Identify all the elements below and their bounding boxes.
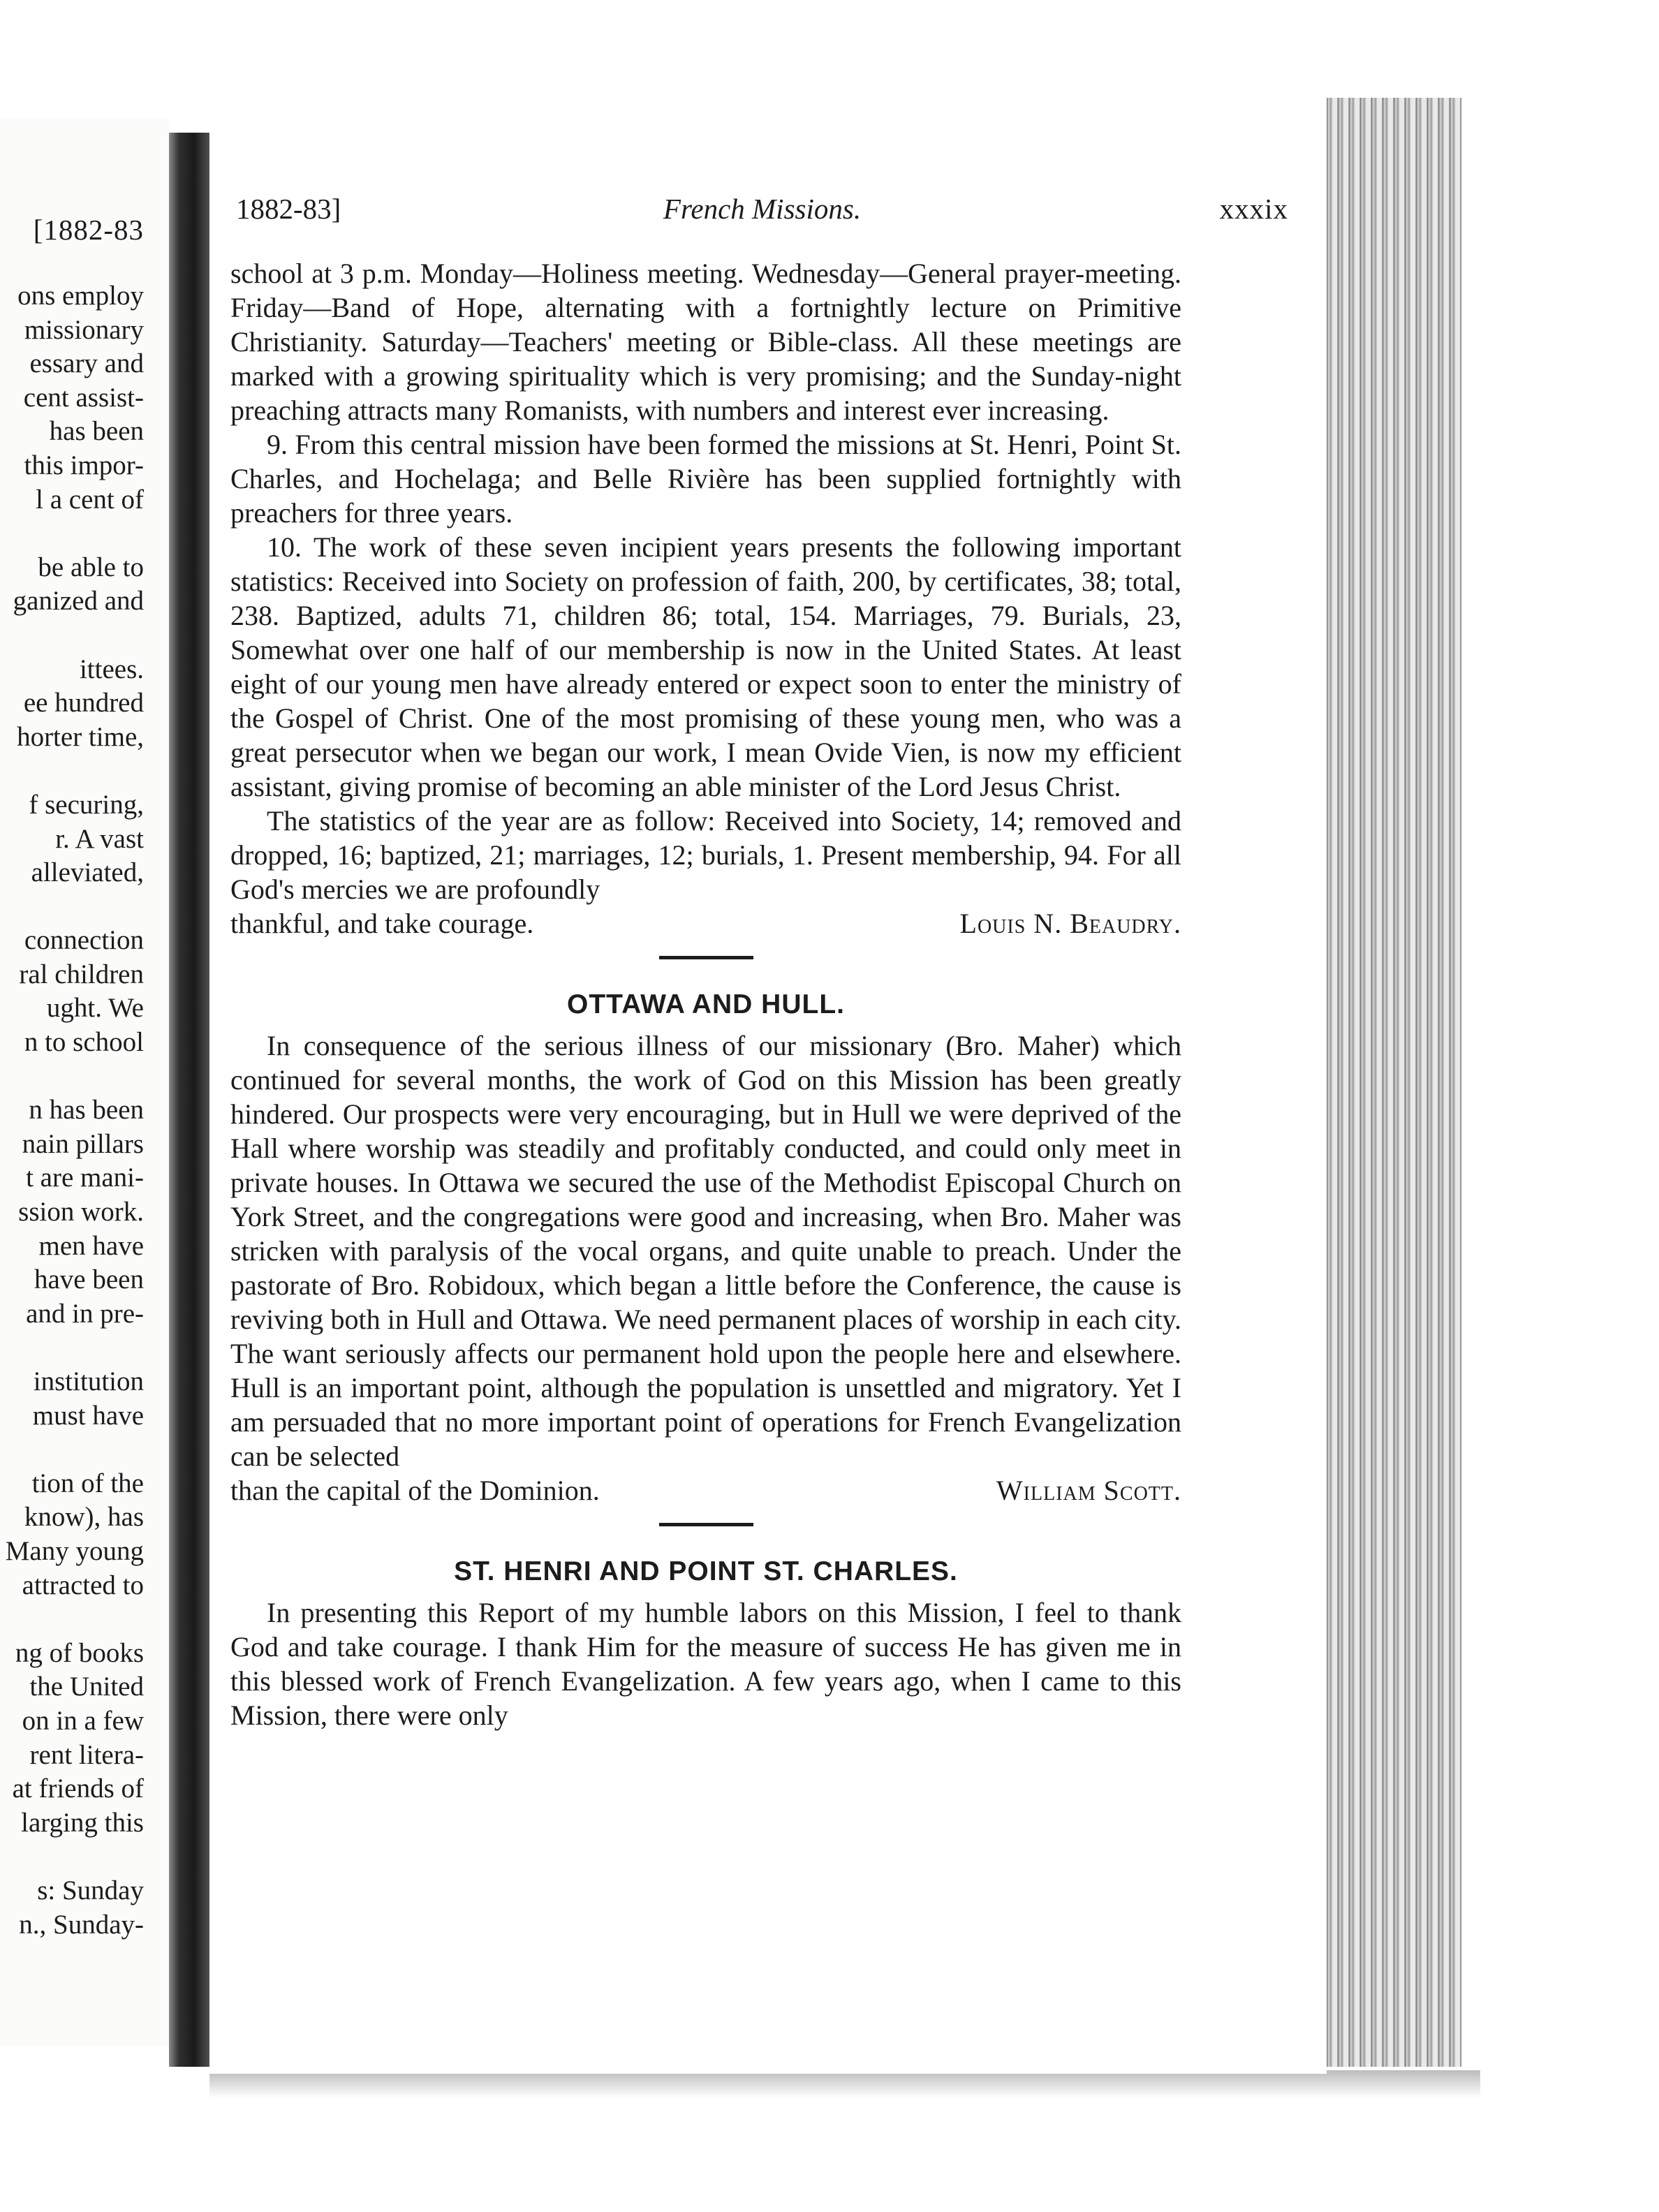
left-page-line: be able to bbox=[38, 552, 144, 582]
left-page-line: n to school bbox=[24, 1027, 144, 1058]
left-page-line: ssion work. bbox=[18, 1197, 144, 1227]
left-page-line: ral children bbox=[19, 959, 144, 989]
paragraph-9: 9. From this central mission have been formed the missions at St. Henri, Point St. Charles, and Hochelaga; and Belle Rivière has been supplied fortnightly with preachers for three years. bbox=[230, 429, 1181, 529]
left-page-line: f securing, bbox=[29, 789, 144, 820]
left-page-line: ganized and bbox=[13, 586, 144, 617]
heading-ottawa-and-hull: OTTAWA AND HULL. bbox=[566, 989, 845, 1019]
left-page-line: have been bbox=[34, 1264, 144, 1295]
signature-line-scott bbox=[230, 1473, 1181, 1507]
left-page-line bbox=[0, 517, 144, 551]
left-page-line: n., Sunday- bbox=[19, 1909, 144, 1940]
left-page-fragment bbox=[0, 119, 169, 2046]
left-page-text bbox=[0, 279, 144, 1942]
left-page-line bbox=[0, 619, 144, 653]
left-page-line bbox=[0, 1433, 144, 1467]
left-page-line bbox=[0, 1840, 144, 1874]
signature-beaudry: Louis N. Beaudry. bbox=[959, 908, 1181, 939]
page-number: xxxix bbox=[1219, 193, 1288, 225]
left-page-line: connection bbox=[24, 925, 144, 956]
left-page-line: this impor- bbox=[24, 450, 144, 480]
running-head-title: French Missions. bbox=[663, 193, 862, 225]
left-page-line: t are mani- bbox=[26, 1163, 144, 1193]
left-page-line: n has been bbox=[29, 1095, 144, 1126]
paragraph-ottawa-and-hull: In consequence of the serious illness of our missionary (Bro. Maher) which continued for several months, the work of God on this Mission has been greatly hindered. Our prospects were very encouraging, but in Hull we were deprived of the Hall where worship was steadily and profitably conducted, and could only meet in private houses. In Ottawa we secured the use of the Methodist Episcopal Church on York Street, and the congregations were good and increasing, when Bro. Maher was stricken with paralysis of the vocal organs, and quite unable to preach. Under the pastorate of Bro. Robidoux, which began a little before the Conference, the cause is reviving both in Hull and Ottawa. We need permanent places of worship in each city. The want seriously affects our permanent hold upon the people here and elsewhere. Hull is an important point, although the population is unsettled and migratory. Yet I am persuaded that no more important point of operations for French Evangelization can be selected bbox=[230, 1030, 1181, 1472]
left-page-line: alleviated, bbox=[31, 857, 144, 888]
left-page-line bbox=[0, 754, 144, 788]
left-page-line: the United bbox=[29, 1672, 144, 1702]
left-page-line: ittees. bbox=[79, 654, 144, 684]
left-page-line: attracted to bbox=[22, 1570, 144, 1600]
paragraph-st-henri: In presenting this Report of my humble labors on this Mission, I feel to thank God and take courage. I thank Him for the measure of success He has given me in this blessed work of French Evangelization. A few years ago, when I came to this Mission, there were only bbox=[230, 1597, 1181, 1731]
left-page-line: larging this bbox=[21, 1807, 144, 1838]
page-shadow bbox=[209, 2070, 1480, 2098]
section-divider bbox=[659, 956, 753, 959]
left-page-line: and in pre- bbox=[26, 1298, 144, 1329]
left-page-line: rent litera- bbox=[29, 1739, 144, 1770]
running-head bbox=[236, 192, 1288, 234]
left-page-line: ught. We bbox=[46, 993, 144, 1024]
page-body bbox=[230, 256, 1181, 1732]
signature-scott: William Scott. bbox=[996, 1475, 1181, 1506]
left-page-line bbox=[0, 1602, 144, 1637]
running-head-year: 1882-83] bbox=[236, 193, 341, 225]
left-page-line bbox=[0, 890, 144, 924]
left-page-line bbox=[0, 1331, 144, 1365]
right-page bbox=[209, 94, 1327, 2074]
signature-line-beaudry bbox=[230, 906, 1181, 941]
left-page-line: nain pillars bbox=[22, 1128, 144, 1159]
left-page-line: ons employ bbox=[17, 281, 144, 311]
left-page-line: Many young bbox=[5, 1535, 144, 1566]
closing-text-scott: than the capital of the Dominion. bbox=[230, 1475, 600, 1506]
left-page-line: ee hundred bbox=[23, 688, 144, 718]
closing-text-beaudry: thankful, and take courage. bbox=[230, 908, 534, 939]
left-page-line: cent assist- bbox=[23, 382, 144, 413]
section-divider bbox=[659, 1523, 753, 1526]
heading-st-henri: ST. HENRI AND POINT ST. CHARLES. bbox=[454, 1556, 958, 1586]
left-page-line bbox=[0, 1060, 144, 1094]
left-page-line: tion of the bbox=[31, 1468, 144, 1498]
left-page-line: has been bbox=[49, 416, 144, 447]
left-page-line: s: Sunday bbox=[37, 1875, 144, 1905]
left-running-head: [1882-83 bbox=[33, 214, 144, 246]
page-edges bbox=[1320, 98, 1461, 2067]
paragraph-10: 10. The work of these seven incipient years presents the following important statistics: Received into Society on profession of faith, 200, by certificates, 38; total, 238. Baptized, adults 71, children 86; total, 154. Marriages, 79. Burials, 23, Somewhat over one half of our membership is now in the United States. At least eight of our young men have already entered or expect soon to enter the ministry of the Gospel of Christ. One of the most promising of these young men, who was a great persecutor when we began our work, I mean Ovide Vien, is now my efficient assistant, giving promise of becoming an able minister of the Lord Jesus Christ. bbox=[230, 531, 1181, 802]
left-page-line: institution bbox=[33, 1366, 144, 1396]
left-page-line: l a cent of bbox=[36, 484, 144, 515]
left-page-line: horter time, bbox=[17, 721, 144, 752]
left-page-line: must have bbox=[32, 1400, 144, 1431]
left-page-line: men have bbox=[38, 1230, 144, 1261]
left-page-line: r. A vast bbox=[55, 823, 144, 854]
left-page-line: ng of books bbox=[15, 1637, 144, 1668]
left-page-line: missionary bbox=[24, 314, 144, 345]
paragraph-meetings: school at 3 p.m. Monday—Holiness meeting. Wednesday—General prayer-meeting. Friday—Band of Hope, alternating with a fortnightly lecture on Primitive Christianity. Saturday—Teachers' meeting or Bible-class. All these meetings are marked with a growing spirituality which is very promising; and the Sunday-night preaching attracts many Romanists, with numbers and interest ever increasing. bbox=[230, 258, 1181, 426]
left-page-line: know), has bbox=[24, 1502, 144, 1533]
left-page-line: essary and bbox=[29, 348, 144, 379]
paragraph-year-statistics: The statistics of the year are as follow: Received into Society, 14; removed and dropped, 16; baptized, 21; marriages, 12; burials, 1. Present membership, 94. For all God's mercies we are profoundly bbox=[230, 805, 1181, 905]
left-page-line: at friends of bbox=[12, 1774, 144, 1804]
left-page-line: on in a few bbox=[22, 1705, 144, 1736]
